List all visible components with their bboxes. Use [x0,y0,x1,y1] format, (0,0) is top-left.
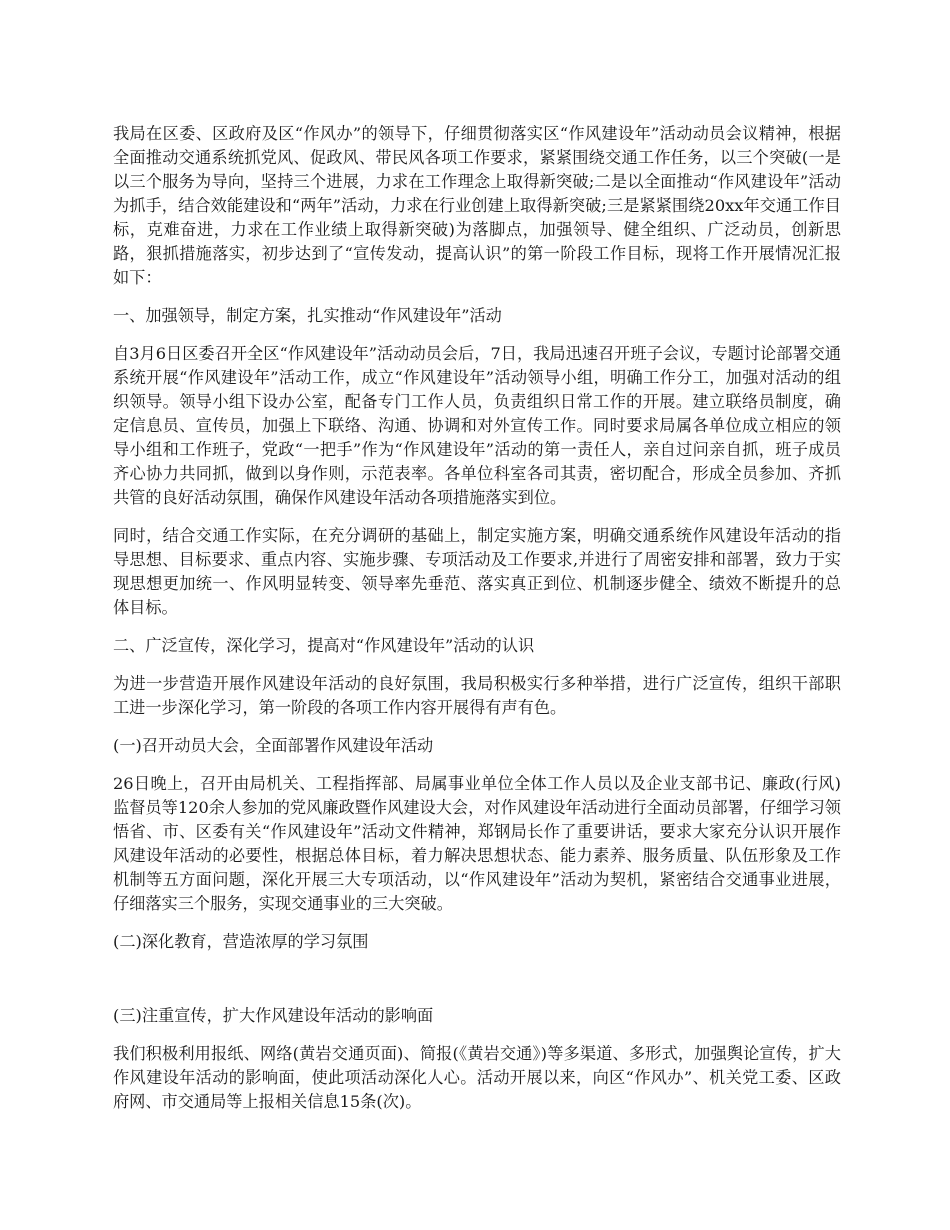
intro-paragraph: 我局在区委、区政府及区“作风办”的领导下，仔细贯彻落实区“作风建设年”活动动员会议精神，根据全面推动交通系统抓党风、促政风、带民风各项工作要求，紧紧围绕交通工作任务，以三个突破(一是以三个服务为导向，坚持三个进展，力求在工作理念上取得新突破;二是以全面推动“作风建设年”活动为抓手，结合效能建设和“两年”活动，力求在行业创建上取得新突破;三是紧紧围绕20xx年交通工作目标，克难奋进，力求在工作业绩上取得新突破)为落脚点，加强领导、健全组织、广泛动员，创新思路，狠抓措施落实，初步达到了“宣传发动，提高认识”的第一阶段工作目标，现将工作开展情况汇报如下： [113,124,841,287]
section-2-paragraph-1: 为进一步营造开展作风建设年活动的良好氛围，我局积极实行多种举措，进行广泛宣传，组织干部职工进一步深化学习，第一阶段的各项工作内容开展得有声有色。 [113,674,841,717]
document-body [113,122,841,1114]
subsection-3-paragraph: 我们积极利用报纸、网络(黄岩交通页面)、简报(《黄岩交通》)等多渠道、多形式，加强舆论宣传，扩大作风建设年活动的影响面，使此项活动深化人心。活动开展以来，向区“作风办”、机关党工委、区政府网、市交通局等上报相关信息15条(次)。 [113,1044,841,1111]
section-1-paragraph-1: 自3月6日区委召开全区“作风建设年”活动动员会后，7日，我局迅速召开班子会议，专题讨论部署交通系统开展“作风建设年”活动工作，成立“作风建设年”活动领导小组，明确工作分工，加强对活动的组织领导。领导小组下设办公室，配备专门工作人员，负责组织日常工作的开展。建立联络员制度，确定信息员、宣传员，加强上下联络、沟通、协调和对外宣传工作。同时要求局属各单位成立相应的领导小组和工作班子，党政“一把手”作为“作风建设年”活动的第一责任人，亲自过问亲自抓，班子成员齐心协力共同抓，做到以身作则，示范表率。各单位科室各司其责，密切配合，形成全员参加、齐抓共管的良好活动氛围，确保作风建设年活动各项措施落实到位。 [113,344,841,507]
subsection-3-heading: (三)注重宣传，扩大作风建设年活动的影响面 [113,1006,434,1025]
subsection-2-heading: (二)深化教育，营造浓厚的学习氛围 [113,932,369,951]
section-1-heading: 一、加强领导，制定方案，扎实推动“作风建设年”活动 [113,306,502,325]
section-2-heading: 二、广泛宣传，深化学习，提高对“作风建设年”活动的认识 [113,636,535,655]
subsection-1-paragraph: 26日晚上，召开由局机关、工程指挥部、局属事业单位全体工作人员以及企业支部书记、廉政(行风)监督员等120余人参加的党风廉政暨作风建设大会，对作风建设年活动进行全面动员部署，仔细学习领悟省、市、区委有关“作风建设年”活动文件精神，郑钢局长作了重要讲话，要求大家充分认识开展作风建设年活动的必要性，根据总体目标，着力解决思想状态、能力素养、服务质量、队伍形象及工作机制等五方面问题，深化开展三大专项活动，以“作风建设年”活动为契机，紧密结合交通事业进展，仔细落实三个服务，实现交通事业的三大突破。 [113,774,841,913]
section-1-paragraph-2: 同时，结合交通工作实际，在充分调研的基础上，制定实施方案，明确交通系统作风建设年活动的指导思想、目标要求、重点内容、实施步骤、专项活动及工作要求,并进行了周密安排和部署，致力于实现思想更加统一、作风明显转变、领导率先垂范、落实真正到位、机制逐步健全、绩效不断提升的总体目标。 [113,526,841,617]
subsection-1-heading: (一)召开动员大会，全面部署作风建设年活动 [113,736,434,755]
